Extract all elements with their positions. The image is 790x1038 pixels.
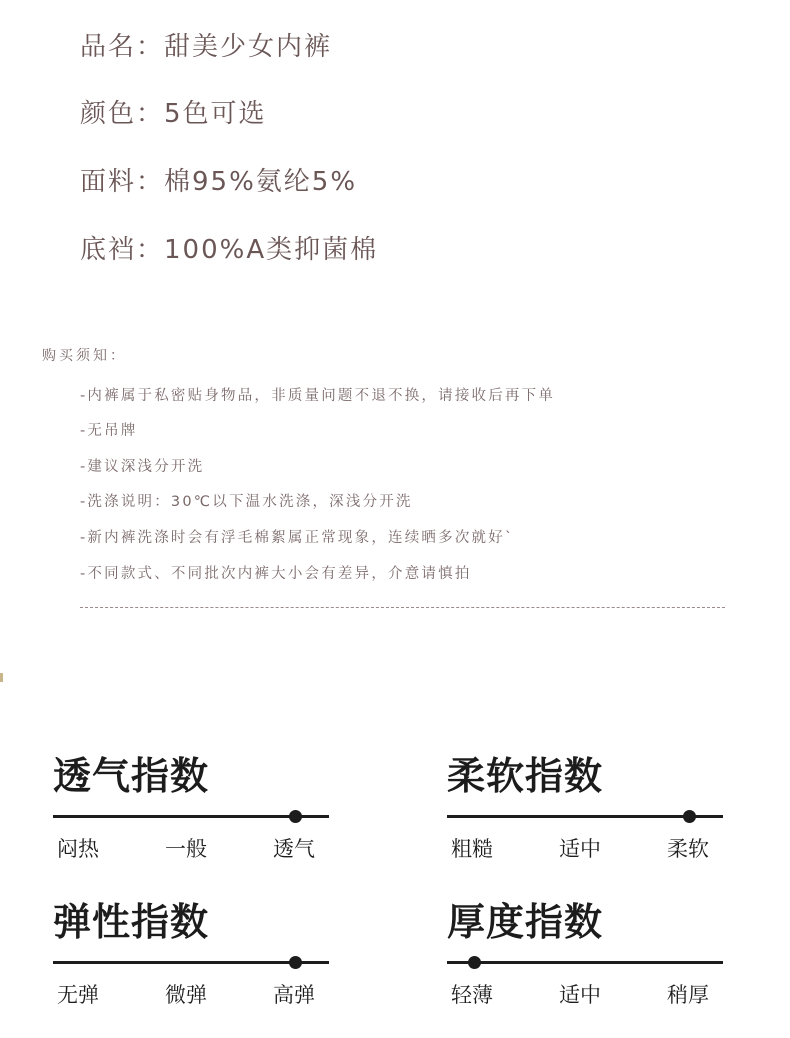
- index-elasticity: [53, 891, 329, 1021]
- notice-item: -建议深浅分开洗: [80, 459, 205, 475]
- spec-label: 面料：: [80, 167, 165, 197]
- spec-color: [80, 93, 267, 130]
- index-title: 厚度指数: [447, 900, 604, 944]
- scale-label: 粗糙: [451, 837, 493, 861]
- index-track: [53, 815, 329, 818]
- index-softness: [447, 745, 723, 875]
- notice-title: 购买须知：: [42, 348, 127, 364]
- spec-value: 棉95%氨纶5%: [164, 167, 358, 197]
- index-level-dot: [468, 956, 481, 969]
- scale-label: 微弹: [165, 983, 207, 1007]
- scale-label: 无弹: [57, 983, 99, 1007]
- spec-label: 底裆：: [80, 235, 165, 265]
- index-title: 弹性指数: [53, 900, 210, 944]
- index-track: [53, 961, 329, 964]
- scale-label: 柔软: [667, 837, 709, 861]
- spec-gusset: [80, 229, 378, 266]
- spec-fabric: [80, 161, 357, 198]
- scale-label: 适中: [559, 983, 601, 1007]
- notice-item: -不同款式、不同批次内裤大小会有差异，介意请慎拍: [80, 566, 472, 582]
- edge-mark: [0, 673, 3, 682]
- index-title: 柔软指数: [447, 754, 604, 798]
- scale-label: 轻薄: [451, 983, 493, 1007]
- index-level-dot: [289, 810, 302, 823]
- scale-label: 闷热: [57, 837, 99, 861]
- spec-value: 甜美少女内裤: [164, 32, 333, 62]
- notice-item: -内裤属于私密贴身物品，非质量问题不退不换，请接收后再下单: [80, 388, 556, 404]
- scale-label: 高弹: [273, 983, 315, 1007]
- scale-label: 透气: [273, 837, 315, 861]
- scale-label: 一般: [165, 837, 207, 861]
- index-title: 透气指数: [53, 754, 210, 798]
- index-thickness: [447, 891, 723, 1021]
- scale-label: 稍厚: [667, 983, 709, 1007]
- index-breathability: [53, 745, 329, 875]
- spec-label: 颜色：: [80, 99, 165, 129]
- dashed-divider: [80, 607, 725, 608]
- index-level-dot: [289, 956, 302, 969]
- spec-label: 品名：: [80, 32, 165, 62]
- index-track: [447, 815, 723, 818]
- spec-value: 100%A类抑菌棉: [164, 235, 379, 265]
- index-track: [447, 961, 723, 964]
- notice-item: -新内裤洗涤时会有浮毛棉絮属正常现象，连续晒多次就好`: [80, 530, 515, 546]
- notice-item: -无吊牌: [80, 423, 138, 439]
- index-level-dot: [683, 810, 696, 823]
- spec-value: 5色可选: [164, 99, 267, 129]
- scale-label: 适中: [559, 837, 601, 861]
- notice-item: -洗涤说明：30℃以下温水洗涤，深浅分开洗: [80, 494, 413, 510]
- spec-name: [80, 26, 332, 63]
